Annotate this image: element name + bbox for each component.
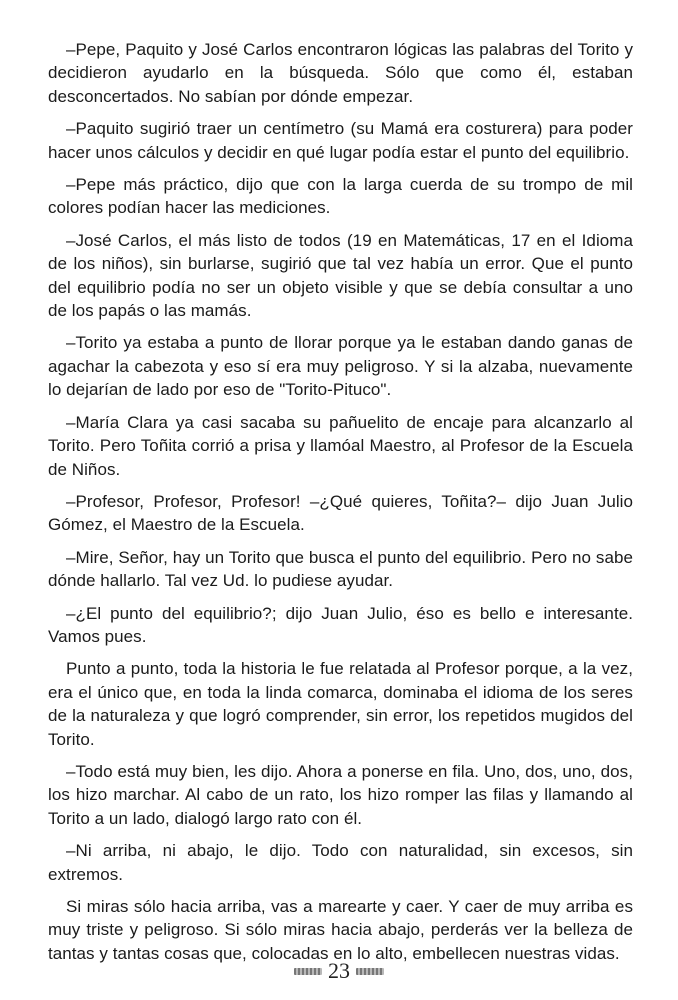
paragraph: –Profesor, Profesor, Profesor! –¿Qué quieres, Toñita?– dijo Juan Julio Gómez, el Maestro de la Escuela. xyxy=(48,491,633,535)
right-ornament-icon xyxy=(356,968,384,975)
paragraph: –Pepe, Paquito y José Carlos encontraron lógicas las palabras del Torito y decidieron ayudarlo en la búsqueda. Sólo que como él, estaban desconcertados. No sabían por dónde empezar. xyxy=(48,40,633,106)
paragraph: Punto a punto, toda la historia le fue relatada al Profesor porque, a la vez, era el único que, en toda la linda comarca, dominaba el idioma de los seres de la naturaleza y que logró comprender, sin error, los repetidos mugidos del Torito. xyxy=(48,659,633,749)
paragraph: –Todo está muy bien, les dijo. Ahora a ponerse en fila. Uno, dos, uno, dos, los hizo marchar. Al cabo de un rato, los hizo romper las filas y llamando al Torito a un lado, dialogó largo rato con él. xyxy=(48,761,633,828)
paragraph: –José Carlos, el más listo de todos (19 en Matemáticas, 17 en el Idioma de los niños), sin burlarse, sugirió que tal vez había un error. Que el punto del equilibrio podía no ser un objeto visible y que se debía consultar a uno de los papás o las mamás. xyxy=(48,230,633,321)
paragraph: –Torito ya estaba a punto de llorar porque ya le estaban dando ganas de agachar la cabezota y eso sí era muy peligroso. Y si la alzaba, nuevamente lo dejarían de lado por eso de "Torito-Pituco". xyxy=(48,333,633,400)
page-number: 23 xyxy=(328,958,350,983)
paragraph: –Paquito sugirió traer un centímetro (su Mamá era costurera) para poder hacer unos cálculos y decidir en qué lugar podía estar el punto del equilibrio. xyxy=(48,119,633,162)
page-body xyxy=(48,38,633,974)
left-ornament-icon xyxy=(294,968,322,975)
page-footer xyxy=(0,958,678,984)
paragraph: –María Clara ya casi sacaba su pañuelito de encaje para alcanzarlo al Torito. Pero Toñita corrió a prisa y llamóal Maestro, al Profesor de la Escuela de Niños. xyxy=(48,412,633,479)
paragraph: –Mire, Señor, hay un Torito que busca el punto del equilibrio. Pero no sabe dónde hallarlo. Tal vez Ud. lo pudiese ayudar. xyxy=(48,547,633,591)
paragraph: –¿El punto del equilibrio?; dijo Juan Julio, éso es bello e interesante. Vamos pues. xyxy=(48,603,633,646)
paragraph: Si miras sólo hacia arriba, vas a marearte y caer. Y caer de muy arriba es muy triste y peligroso. Si sólo miras hacia abajo, perderás ver la belleza de tantas y tantas cosas que, colocadas en lo alto, embellecen nuestras vidas. xyxy=(48,897,633,963)
paragraph: –Pepe más práctico, dijo que con la larga cuerda de su trompo de mil colores podían hacer las mediciones. xyxy=(48,175,633,218)
paragraph: –Ni arriba, ni abajo, le dijo. Todo con naturalidad, sin excesos, sin extremos. xyxy=(48,841,633,884)
